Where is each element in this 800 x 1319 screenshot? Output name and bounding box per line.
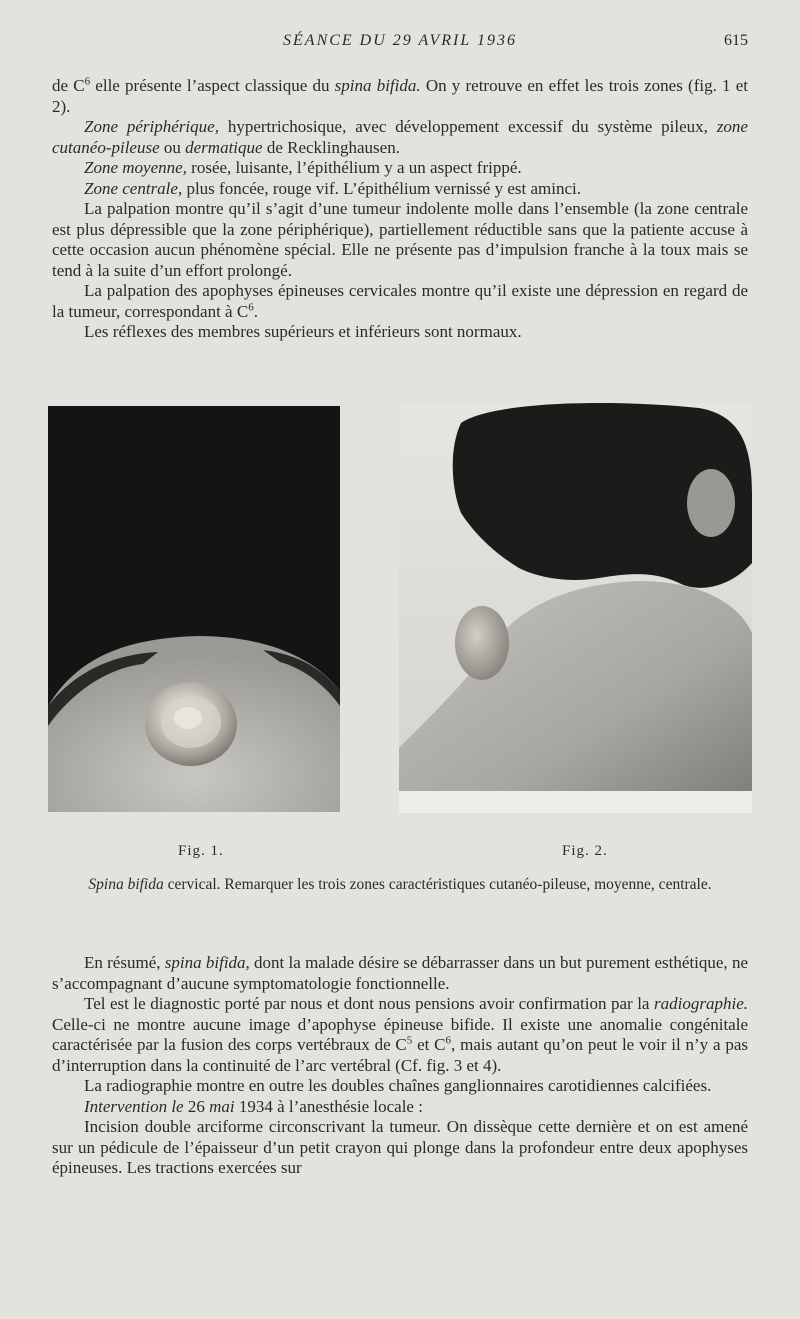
text-run: de Recklinghausen. — [262, 137, 400, 157]
paragraph — [52, 953, 748, 994]
text-run: cervical. Remarquer les trois zones caractéristiques cutanéo-pileuse, moyenne, centrale. — [163, 876, 712, 893]
italic-text: mai — [209, 1096, 235, 1116]
text-run: La palpation montre qu’il s’agit d’une tumeur indolente molle dans l’ensemble (la zone centrale est plus dépressible que la zone périphérique), partiellement réductible sans que la patiente accuse à cette occasion aucun phénomène spécial. Elle ne présente pas d’impulsion franche à la toux mais se tend à la suite d’un effort prolongé. — [52, 199, 748, 280]
figure-1-photo — [48, 406, 340, 812]
page-header — [0, 28, 800, 58]
superscript: 6 — [248, 300, 254, 313]
italic-text: Zone périphérique, — [84, 117, 219, 136]
neck-profile-photo — [399, 403, 752, 813]
paragraph — [52, 117, 748, 158]
paragraph — [52, 158, 748, 179]
italic-text: spina bifida, — [164, 953, 250, 972]
italic-text: spina bifida. — [334, 76, 421, 95]
paragraph — [52, 76, 748, 117]
neck-back-photo — [48, 406, 340, 812]
italic-text: Zone moyenne, — [84, 158, 187, 177]
paragraph — [52, 322, 748, 343]
figure-2-photo — [399, 403, 752, 813]
text-run: On y retrouve en effet les trois zones (fig. 1 et 2). — [52, 76, 748, 116]
running-title: SÉANCE DU 29 AVRIL 1936 — [283, 32, 517, 49]
text-run: elle présente l’aspect classique du — [90, 76, 335, 95]
text-run: et C — [412, 1035, 446, 1054]
superscript: 5 — [406, 1034, 413, 1047]
body-text-top — [52, 76, 748, 343]
text-run: ou — [159, 137, 186, 157]
figure-1-label: Fig. 1. — [178, 843, 224, 859]
italic-text: zone cutanéo-pileuse — [52, 117, 748, 157]
text-run: 1934 à l’anesthésie locale : — [234, 1096, 423, 1116]
text-run: , mais autant qu’on peut le voir il n’y a pas d’interruption dans la continuité de l’arc vertébral (Cf. fig. 3 et 4). — [52, 1035, 749, 1075]
text-run: En résumé, — [84, 953, 165, 972]
text-run: Incision double arciforme circonscrivant la tumeur. On dissèque cette dernière et on est amené sur un pédicule de l’épaisseur d’un petit crayon qui plonge dans la profondeur entre deux apophyses épineuses. Les tractions exercées sur — [52, 1117, 748, 1177]
text-run: Les réflexes des membres supérieurs et inférieurs sont normaux. — [84, 322, 522, 341]
text-run: hypertrichosique, avec développement excessif du système pileux, — [218, 117, 717, 136]
page-number: 615 — [724, 32, 748, 49]
superscript: 6 — [445, 1034, 452, 1047]
paragraph — [52, 1097, 748, 1118]
paragraph — [52, 1076, 748, 1097]
paragraph — [52, 179, 748, 200]
body-text-bottom — [52, 953, 748, 1179]
italic-text: Spina bifida — [88, 876, 164, 893]
italic-text: Zone centrale, — [84, 178, 183, 198]
text-run: La radiographie montre en outre les doubles chaînes ganglionnaires carotidiennes calcifiées. — [84, 1076, 712, 1095]
text-run: La palpation des apophyses épineuses cervicales montre qu’il existe une dépression en regard de la tumeur, correspondant à C — [52, 281, 748, 321]
superscript: 6 — [84, 75, 91, 88]
text-run: de C — [52, 76, 85, 95]
figure-caption — [70, 875, 730, 895]
text-run: Tel est le diagnostic porté par nous et dont nous pensions avoir confirmation par la — [84, 994, 655, 1013]
text-run: 26 — [183, 1096, 210, 1116]
text-run: . — [253, 301, 258, 321]
paragraph — [52, 281, 748, 322]
text-run: rosée, luisante, l’épithélium y a un aspect frippé. — [186, 158, 522, 177]
text-run: dont la malade désire se débarrasser dans un but purement esthétique, ne s’accompagnant d’aucune symptomatologie fonctionnelle. — [52, 953, 748, 993]
text-run: plus foncée, rouge vif. L’épithélium vernissé y est aminci. — [182, 178, 581, 198]
italic-text: radiographie. — [654, 994, 748, 1013]
italic-text: dermatique — [185, 137, 263, 157]
paragraph — [52, 994, 748, 1076]
italic-text: Intervention le — [84, 1096, 184, 1116]
paragraph — [52, 1117, 748, 1179]
paragraph — [52, 199, 748, 281]
text-run: Celle-ci ne montre aucune image d’apophyse épineuse bifide. Il existe une anomalie congénitale caractérisée par la fusion des corps vertébraux de C — [52, 1014, 748, 1054]
figure-2-label: Fig. 2. — [562, 843, 608, 859]
